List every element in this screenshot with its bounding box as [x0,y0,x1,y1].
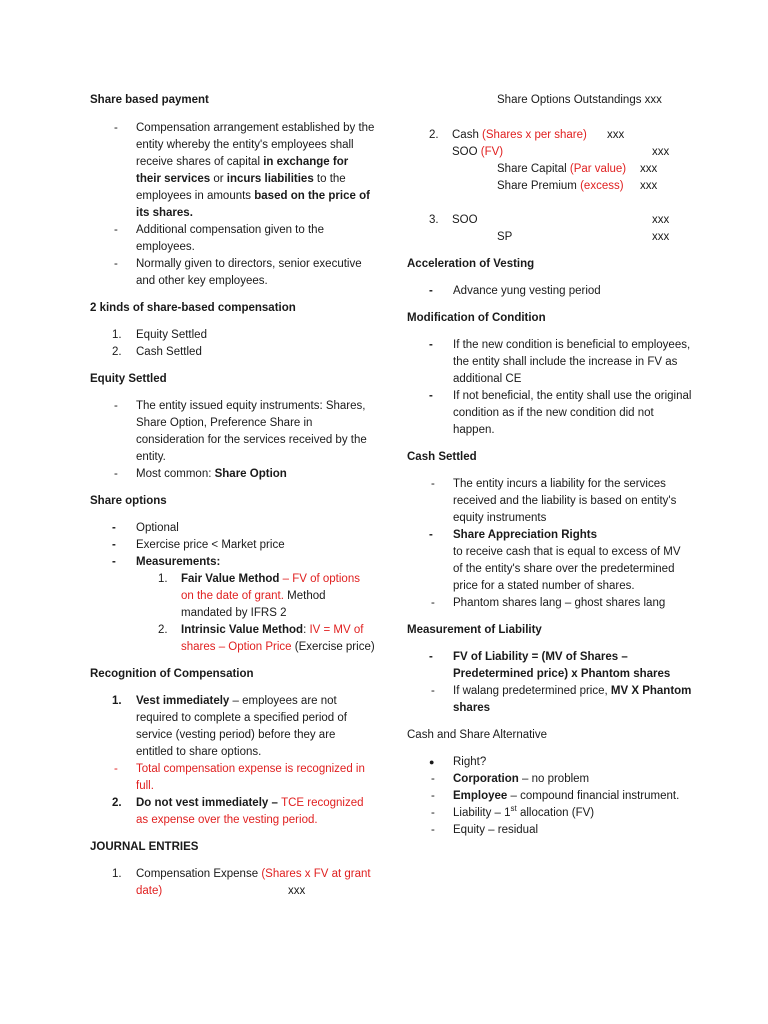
list-item [407,754,692,771]
text: Share Options Outstandings xxx [497,94,662,106]
number-marker: 2. [429,129,439,141]
bold-text: in exchange for their services [136,156,349,185]
bullet-marker: ● [429,757,435,767]
red-text: (Par value) [569,163,627,175]
red-text: (FV) [480,146,504,158]
red-text: FV of options on the date of grant. [181,573,360,602]
number-marker: 2. [112,797,122,809]
heading-cash-settled: Cash Settled [407,451,477,463]
number-marker: 3. [429,214,439,226]
text: – no problem [518,773,590,785]
journal-line [407,178,692,195]
text: Exercise price < Market price [136,539,285,551]
heading-kinds: 2 kinds of share-based compensation [90,302,296,314]
bold-text: MV X Phantom shares [453,685,692,714]
text: Additional compensation given to the employees. [136,224,324,253]
bold-text: Vest immediately [136,695,230,707]
text: Equity Settled [136,329,207,341]
heading-measurement-liability: Measurement of Liability [407,624,542,636]
red-text: Total compensation expense is recognized in full. [136,763,365,792]
list-item [90,520,375,537]
dash-marker: - [429,651,433,663]
text: SOO [452,146,481,158]
number-marker: 2. [158,624,168,636]
text: (Exercise price) [291,641,375,653]
bold-text: FV of Liability = (MV of Shares – Predetermined price) x Phantom shares [453,651,671,680]
list-item [90,693,375,761]
journal-line [407,212,692,229]
text: to the employees in amounts [136,173,346,202]
dash-marker: - [431,478,435,490]
number-marker: 1. [112,868,122,880]
dash-marker: - [112,539,116,551]
list-item [90,222,375,256]
list-item [90,327,375,344]
list-item [90,866,375,900]
red-text: (Shares x per share) [482,129,587,141]
number-marker: 1. [112,329,122,341]
heading-modification: Modification of Condition [407,312,546,324]
list-item [407,337,692,388]
bold-text: Employee [453,790,508,802]
heading-journal-entries: JOURNAL ENTRIES [90,841,199,853]
text: SOO [452,214,478,226]
red-text: (excess) [580,180,624,192]
journal-line [407,127,692,144]
text: Most common: [136,468,215,480]
left-column [90,92,375,900]
bold-text: Do not vest immediately – [136,797,282,809]
list-item [407,476,692,527]
dash-marker: - [114,122,118,134]
heading-cash-share-alternative: Cash and Share Alternative [407,729,548,741]
list-item [407,805,692,822]
number-marker: 2. [112,346,122,358]
text: or [210,173,227,185]
list-item [407,822,692,839]
bold-text: Share Option [214,468,287,480]
text: Equity – residual [453,824,539,836]
dash-marker: - [431,597,435,609]
red-text: IV = MV of shares – Option Price [181,624,364,653]
text: If not beneficial, the entity shall use the original condition as if the new condition did not happen. [453,390,692,436]
text: Cash Settled [136,346,202,358]
heading-acceleration: Acceleration of Vesting [407,258,535,270]
amount-placeholder: xxx [607,129,625,141]
list-item [90,622,375,656]
red-text: TCE recognized as expense over the vesting period. [136,797,364,826]
dash-marker: - [114,400,118,412]
text: The entity issued equity instruments: Shares, Share Option, Preference Share in consideration for the services received by the entity. [136,400,367,463]
list-item [90,537,375,554]
text: If walang predetermined price, [453,685,611,697]
list-item [407,283,692,300]
bold-text: incurs liabilities [226,173,314,185]
red-text: (Shares x FV at grant date) [136,868,371,897]
bold-text: Measurements: [136,556,221,568]
text: Normally given to directors, senior executive and other key employees. [136,258,362,287]
journal-line [407,229,692,246]
list-item [90,398,375,466]
heading-share-options: Share options [90,495,167,507]
dash-marker: - [112,556,116,568]
dash-marker: - [431,807,435,819]
list-item [90,554,375,571]
amount-placeholder: xxx [652,146,670,158]
bold-text: Fair Value Method [181,573,280,585]
amount-placeholder: xxx [288,885,306,897]
text: Phantom shares lang – ghost shares lang [453,597,666,609]
text: Liability – 1 [453,807,511,819]
dash-marker: - [112,522,116,534]
dash-marker: - [431,773,435,785]
text: Share Capital [497,163,570,175]
dash-marker: - [429,339,433,351]
dash-marker: - [429,390,433,402]
list-item [90,256,375,290]
list-item [90,466,375,483]
list-item [90,571,375,622]
text: Cash [452,129,483,141]
dash-marker: - [114,763,118,775]
text: to receive cash that is equal to excess of MV of the entity's share over the predetermined price for a stated number of shares. [453,546,681,592]
text: If the new condition is beneficial to employees, the entity shall include the increase in FV as additional CE [453,339,691,385]
list-item [90,795,375,829]
text: Share Premium [497,180,581,192]
text: Compensation arrangement established by the entity whereby the entity's employees shall receive shares of capital [136,122,375,168]
list-item [407,388,692,439]
text: The entity incurs a liability for the services received and the liability is based on entity's equity instruments [453,478,677,524]
amount-placeholder: xxx [652,214,670,226]
text: : [303,624,310,636]
text: Compensation Expense [136,868,262,880]
text: Right? [453,756,487,768]
dash-marker: - [114,468,118,480]
dash-marker: - [431,824,435,836]
list-item [407,595,692,612]
text: SP [497,231,513,243]
list-item [407,683,692,717]
amount-placeholder: xxx [640,163,658,175]
number-marker: 1. [112,695,122,707]
bold-text: based on the price of its shares. [136,190,370,219]
text: Method mandated by IFRS 2 [181,590,326,619]
heading-equity-settled: Equity Settled [90,373,167,385]
text: – [279,573,293,585]
bold-text: Intrinsic Value Method [181,624,304,636]
bold-text: Share Appreciation Rights [453,529,597,541]
list-item [90,344,375,361]
heading-recognition: Recognition of Compensation [90,668,254,680]
journal-line [407,161,692,178]
list-item [407,788,692,805]
dash-marker: - [431,790,435,802]
text: allocation (FV) [516,807,595,819]
list-item [90,761,375,795]
dash-marker: - [429,529,433,541]
journal-line [407,144,692,161]
right-column [407,92,692,839]
list-item [407,527,692,595]
text: Optional [136,522,179,534]
list-item [90,120,375,222]
superscript: st [510,804,517,814]
dash-marker: - [114,224,118,236]
amount-placeholder: xxx [640,180,658,192]
dash-marker: - [431,685,435,697]
text: Advance yung vesting period [453,285,601,297]
list-item [407,771,692,788]
amount-placeholder: xxx [652,231,670,243]
dash-marker: - [429,285,433,297]
number-marker: 1. [158,573,168,585]
list-item [407,649,692,683]
heading-share-based-payment: Share based payment [90,94,209,106]
dash-marker: - [114,258,118,270]
text: – employees are not required to complete a specified period of service (vesting period) before they are entitled to share options. [136,695,347,758]
text: – compound financial instrument. [507,790,680,802]
bold-text: Corporation [453,773,519,785]
